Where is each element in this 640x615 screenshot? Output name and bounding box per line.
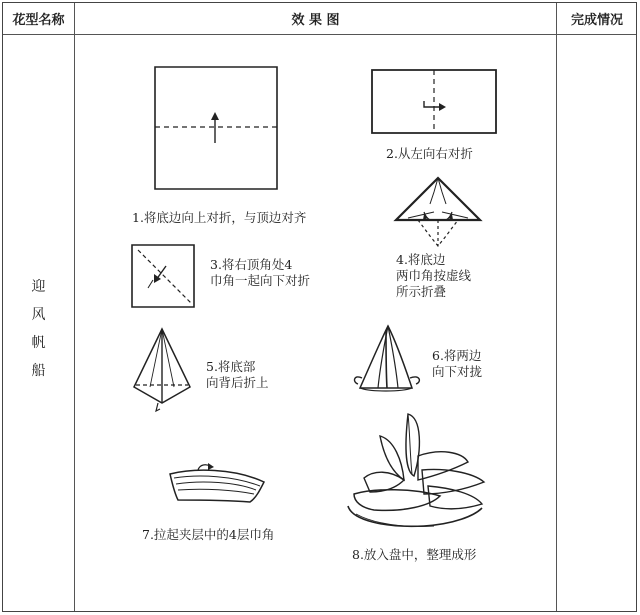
flower-name xyxy=(3,273,74,385)
step3-caption-line: 巾角一起向下对折 xyxy=(210,273,311,288)
completion-cell[interactable] xyxy=(557,35,636,611)
step3-caption xyxy=(210,257,310,289)
header-completion: 完成情况 xyxy=(570,13,623,28)
step5-caption-line: 向背后折上 xyxy=(206,375,269,390)
header-divider xyxy=(3,34,636,35)
step7-caption: 7.拉起夹层中的4层巾角 xyxy=(142,527,275,542)
flower-name-char: 船 xyxy=(31,363,46,379)
header-effect-diagram: 效 果 图 xyxy=(291,13,340,28)
step4-caption xyxy=(396,252,471,300)
step3-figure xyxy=(126,240,198,312)
step5-caption-line: 5.将底部 xyxy=(206,359,256,374)
step1-figure xyxy=(150,63,282,193)
step6-figure xyxy=(350,322,424,396)
step8-caption: 8.放入盘中，整理成形 xyxy=(352,547,477,562)
step4-caption-line: 4.将底边 xyxy=(396,252,446,267)
step8-figure xyxy=(344,410,500,540)
step2-caption: 2.从左向右对折 xyxy=(386,146,473,161)
step4-caption-line: 两巾角按虚线 xyxy=(396,268,472,283)
flower-name-char: 风 xyxy=(31,307,46,323)
step5-figure xyxy=(128,325,196,413)
header-flower-name: 花型名称 xyxy=(12,13,65,28)
step6-caption xyxy=(432,348,482,380)
step1-caption: 1.将底边向上对折，与顶边对齐 xyxy=(132,210,307,225)
step4-caption-line: 所示折叠 xyxy=(396,284,447,299)
flower-name-char: 帆 xyxy=(31,335,46,351)
flower-name-char: 迎 xyxy=(31,279,46,295)
step2-figure xyxy=(368,67,502,137)
step3-caption-line: 3.将右顶角处4 xyxy=(210,257,293,272)
step7-figure xyxy=(164,460,274,508)
column-divider xyxy=(74,3,75,611)
step6-caption-line: 6.将两边 xyxy=(432,348,482,363)
step6-caption-line: 向下对拢 xyxy=(432,364,483,379)
step4-figure xyxy=(388,174,488,250)
folding-table xyxy=(2,2,637,612)
step5-caption xyxy=(206,359,269,391)
